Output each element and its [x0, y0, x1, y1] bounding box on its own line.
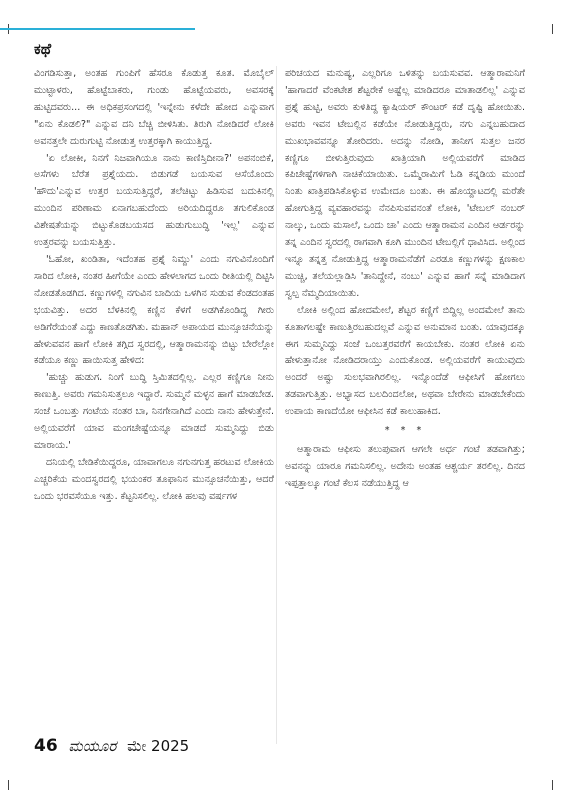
- paragraph: ವಿಂಗಡಿಸುತ್ತಾ, ಅಂತಹ ಗುಂಪಿಗೆ ಹೆಸರೂ ಕೊಡುತ್ತ ಕೂತ. ಮೊಬೈಲ್ ಮುಟ್ಟಾಳರು, ಹೊಟ್ಟೆಬಾಕರು, ಗುಂಡು ಹೊಟ್ಟೆಯವರು, ಅವಸರಕ್ಕೆ ಹುಟ್ಟಿದವರು... ಈ ಅಧಿಕಪ್ರಸಂಗದಲ್ಲಿ 'ಇನ್ನೇನು ಕಳೆದೇ ಹೋದ ಎನ್ನುವಾಗ "ಏನು ಕೊಡಲಿ?" ಎನ್ನುವ ದನಿ ಬೆಚ್ಚಿ ಬೀಳಿಸಿತು. ತಿರುಗಿ ನೋಡಿದರೆ ಲೋಕಿ ಅವನತ್ತಲೇ ದುರುಗುಟ್ಟಿ ನೋಡುತ್ತ ಉತ್ತರಕ್ಕಾಗಿ ಕಾಯುತ್ತಿದ್ದ.: [34, 68, 274, 147]
- magazine-name: ಮಯೂರ: [68, 737, 117, 755]
- section-break: * * *: [384, 425, 426, 437]
- header-accent-bar: [0, 28, 195, 30]
- paragraph: 'ಏ ಲೋಕೀ, ನಿನಗೆ ನಿಜವಾಗಿಯೂ ನಾನು ಕಾಣಿಸ್ತಿದೀನಾ?' ಅಪನಂಬಿಕೆ, ಅಸೆಗಳು ಬೆರೆತ ಪ್ರಶ್ನೆಯದು. ಬಿಡುಗಡೆ ಬಯಸುವ ಆಸೆಯೊಂದು 'ಹೌದು'ಎನ್ನುವ ಉತ್ತರ ಬಯಸುತ್ತಿದ್ದರೆ, ತಲೆಚಿಟ್ಟು ಹಿಡಿಸುವ ಬದುಕಿನಲ್ಲಿ ಮುಂದಿನ ಪರಿಣಾಮ ಏನಾಗಬಹುದೆಂದು ಅರಿಯದಿದ್ದರೂ ತಗುಲಿಕೊಂಡ ವಿಶೇಷತೆಯನ್ನು ಬಿಟ್ಟುಕೊಡಬಯಸದ ಹುಡುಗುಬುದ್ಧಿ 'ಇಲ್ಲ' ಎನ್ನುವ ಉತ್ತರವನ್ನು ಬಯಸುತ್ತಿತ್ತು.: [34, 152, 274, 249]
- paragraph: ಲೋಕಿ ಅಲ್ಲಿಂದ ಹೋದಮೇಲೆ, ಶೆಟ್ಟರ ಕಣ್ಣಿಗೆ ಬಿದ್ದಿಲ್ಲ ಅಂದಮೇಲೆ ತಾನು ಕೂತಾಗಲಷ್ಟೇ ಕಾಣುತ್ತಿರಬಹುದಲ್ಲವೆ ಎನ್ನುವ ಅನುಮಾನ ಬಂತು. ಯಾವುದಕ್ಕೂ ಈಗ ಸುಮ್ಮನಿದ್ದು ಸಂಜೆ ಒಂಬತ್ತರವರೆಗೆ ಕಾಯಬೇಕು. ನಂತರ ಲೋಕಿ ಏನು ಹೇಳುತ್ತಾನೋ ನೋಡಿದರಾಯ್ತು ಎಂದುಕೊಂಡ. ಅಲ್ಲಿಯವರೆಗೆ ಕಾಯುವುದು ಅಂದರೆ ಅಷ್ಟು ಸುಲಭವಾಗಿರಲಿಲ್ಲ. ಇನ್ನೊಂದೆಡೆ ಆಫೀಸಿಗೆ ಹೋಗಲು ತಡವಾಗುತ್ತಿತ್ತು. ಅಭ್ಯಾಸದ ಬಲದಿಂದಲೋ, ಅಥವಾ ಬೇರೇನು ಮಾಡಬೇಕೆಂದು ಉಪಾಯ ಕಾಣದೆಯೋ ಆಫೀಸಿನ ಕಡೆ ಕಾಲುಹಾಕಿದ.: [285, 304, 525, 418]
- paragraph: ಪರಿಚಯದ ಮನುಷ್ಯ, ಎಲ್ಲರಿಗೂ ಒಳಿತನ್ನು ಬಯಸುವವ. ಆತ್ಮಾರಾಮನಿಗೆ 'ಹಾಗಾದರೆ ವೆಂಕಟೇಶ ಶೆಟ್ಟರೇಕೆ ಅಷ್ಟೆಲ್ಲ ಮಾಡಿದರೂ ಮಾತಾಡಲಿಲ್ಲ' ಎನ್ನುವ ಪ್ರಶ್ನೆ ಹುಟ್ಟಿ, ಅವರು ಕುಳಿತಿದ್ದ ಕ್ಯಾಷಿಯರ್ ಕೌಂಟರ್ ಕಡೆ ದೃಷ್ಟಿ ಹೋಯಿತು. ಅವರು ಇವನ ಟೇಬಲ್ಲಿನ ಕಡೆಯೇ ನೋಡುತ್ತಿದ್ದರು, ನಗು ಎನ್ನಬಹುದಾದ ಮುಖಭಾವವನ್ನೂ ತೋರಿದರು. ಅದನ್ನು ನೋಡಿ, ತಾನೀಗ ಸುತ್ತಲ ಜನರ ಕಣ್ಣಿಗೂ ಬೀಳುತ್ತಿರುವುದು ಖಾತ್ರಿಯಾಗಿ ಅಲ್ಲಿಯವರೆಗೆ ಮಾಡಿದ ಕಪಿಚೇಷ್ಟೆಗಳಿಗಾಗಿ ನಾಚಿಕೆಯಾಯಿತು. ಒಮ್ಮೆರಾಮಿಗೆ ಓಡಿ ಕನ್ನಡಿಯ ಮುಂದೆ ನಿಂತು ಖಾತ್ರಿಪಡಿಸಿಕೊಳ್ಳುವ ಉಮೇದೂ ಬಂತು. ಈ ಹೊಯ್ದಾಟದಲ್ಲಿ ಮರೆತೇ ಹೋಗುತ್ತಿದ್ದ ವ್ಯವಹಾರವನ್ನು ನೆನಪಿಸುವವನಂತೆ ಲೋಕಿ, 'ಟೇಬಲ್ ನಂಬರ್ ನಾಲ್ಕು, ಒಂದು ಮಸಾಲೆ, ಒಂದು ಚಾ' ಎಂದು ಆತ್ಮಾರಾಮನ ಎಂದಿನ ಆರ್ಡರನ್ನು ತನ್ನ ಎಂದಿನ ಸ್ವರದಲ್ಲಿ ರಾಗವಾಗಿ ಕೂಗಿ ಮುಂದಿನ ಟೇಬಲ್ಲಿಗೆ ಧಾವಿಸಿದ. ಅಲ್ಲಿಂದ ಇನ್ನೂ ತನ್ನತ್ತ ನೋಡುತ್ತಿದ್ದ ಆತ್ಮಾರಾಮನೆಡೆಗೆ ಎರಡೂ ಕಣ್ಣುಗಳನ್ನು ಕ್ಷಣಕಾಲ ಮುಚ್ಚಿ, ತಲೆಯಲ್ಲಾಡಿಸಿ 'ತಾನಿದ್ದೇನೆ, ನಂಬು' ಎನ್ನುವ ಹಾಗೆ ಸನ್ನೆ ಮಾಡಿದಾಗ ಸ್ವಲ್ಪ ನೆಮ್ಮದಿಯಾಯಿತು.: [285, 68, 525, 299]
- crop-mark: [552, 24, 553, 34]
- paragraph: 'ಹುಚ್ಚು ಹುಡುಗ. ನಿಂಗೆ ಬುದ್ಧಿ ಸ್ತಿಮಿತದಲ್ಲಿಲ್ಲ. ಎಲ್ಲರ ಕಣ್ಣಿಗೂ ನೀನು ಕಾಣುತ್ತಿ. ಅವರು ಗಮನಿಸುತ್ತಲೂ ಇದ್ದಾರೆ. ಸುಮ್ಮನೆ ಮಳ್ಳನ ಹಾಗೆ ಮಾಡಬೇಡ. ಸಂಜೆ ಒಂಬತ್ತು ಗಂಟೆಯ ನಂತರ ಬಾ, ನಿನಗೇನಾಗಿದೆ ಎಂದು ನಾನು ಹೇಳುತ್ತೇನೆ. ಅಲ್ಲಿಯವರೆಗೆ ಯಾವ ಮಂಗಚೇಷ್ಟೆಯನ್ನೂ ಮಾಡದೆ ಸುಮ್ಮನಿದ್ದು ಬಿಡು ಮಾರಾಯ.': [34, 372, 274, 451]
- section-title: ಕಥೆ: [34, 40, 52, 58]
- left-text-column: [34, 66, 274, 506]
- crop-mark: [8, 780, 9, 790]
- page-footer: [34, 736, 189, 756]
- page-number: 46: [34, 736, 58, 756]
- crop-mark: [552, 780, 553, 790]
- issue-date: ಮೇ 2025: [127, 737, 190, 755]
- paragraph: ಆತ್ಮಾರಾಮ ಆಫೀಸು ತಲುಪುವಾಗ ಆಗಲೇ ಅರ್ಧ ಗಂಟೆ ತಡವಾಗಿತ್ತು; ಅವನನ್ನು ಯಾರೂ ಗಮನಿಸಲಿಲ್ಲ. ಅದೇನು ಅಂತಹ ಆಶ್ಚರ್ಯ ತರಲಿಲ್ಲ. ದಿನದ ಇಪ್ಪತ್ತಾಲ್ಕೂ ಗಂಟೆ ಕೆಲಸ ನಡೆಯುತ್ತಿದ್ದ ಆ: [285, 443, 525, 489]
- paragraph: ದನಿಯಲ್ಲಿ ಬೇಡಿಕೆಯಿದ್ದರೂ, ಯಾವಾಗಲೂ ನಗುನಗುತ್ತ ಹರಟುವ ಲೋಕಿಯ ಎಚ್ಚರಿಕೆಯ ಮಂದಸ್ವರದಲ್ಲಿ ಭಯಂಕರ ತೂಫಾನಿನ ಮುನ್ಸೂಚನೆಯಿತ್ತು, ಆದರೆ ಒಂದು ಭರವಸೆಯೂ ಇತ್ತು. ಕೆಟ್ಟನಿಸಲಿಲ್ಲ. ಲೋಕಿ ಹಲವು ವರ್ಷಗಳ: [34, 456, 274, 502]
- column-divider: [276, 66, 277, 744]
- paragraph: 'ಓಹೋ, ಖಂಡಿತಾ, ಇದೆಂತಹ ಪ್ರಶ್ನೆ ನಿಮ್ದು' ಎಂದು ನಗುವಿನೊಂದಿಗೆ ಸಾರಿದ ಲೋಕಿ, ನಂತರ ಹೀಗೆಯೇ ಎಂದು ಹೇಳಲಾಗದ ಒಂದು ರೀತಿಯಲ್ಲಿ ದಿಟ್ಟಿಸಿ ನೋಡತೊಡಗಿದ. ಕಣ್ಣುಗಳಲ್ಲಿ ನಗುವಿನ ಬಾದಿಯ ಒಳಗಿನ ಸುಡುವ ಕೆಂಡದಂತಹ ಭಯವಿತ್ತು. ಅದರ ಬೆಳಕಿನಲ್ಲಿ ಕಣ್ಣಿನ ಕೆಳಗೆ ಅಡಗಿಕೊಂಡಿದ್ದ ಗೀರು ಅಡಿಗೆರೆಯಂತೆ ಎದ್ದು ಕಾಣತೊಡಗಿತು. ಮಹಾನ್ ಅಪಾಯದ ಮುನ್ಸೂಚನೆಯನ್ನು ಹೇಳುವವನ ಹಾಗೆ ಲೋಕಿ ತಗ್ಗಿದ ಸ್ವರದಲ್ಲಿ, ಆತ್ಮಾರಾಮನನ್ನು ಬಿಟ್ಟು ಬೇರೆಲ್ಲೋ ಕಡೆಯೂ ಕಣ್ಣು ಹಾಯಿಸುತ್ತ ಹೇಳಿದ:: [34, 253, 274, 367]
- right-text-column: [285, 66, 525, 493]
